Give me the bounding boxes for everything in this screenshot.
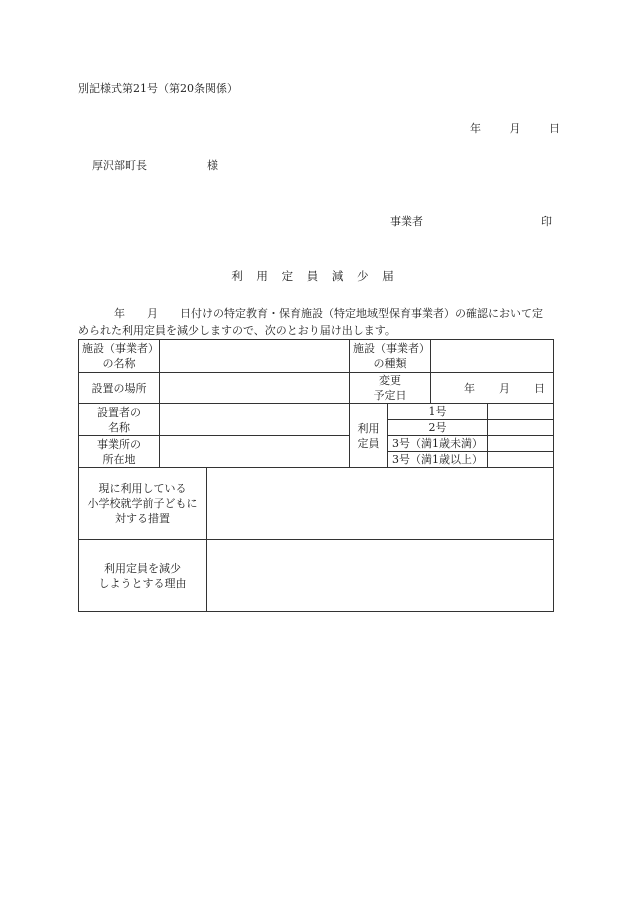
intro-line1: 日付けの特定教育・保育施設（特定地域型保育事業者）の確認において定 xyxy=(180,307,543,320)
document-title: 利 用 定 員 減 少 届 xyxy=(231,269,399,283)
capacity-label-l1: 利用 xyxy=(357,421,380,435)
change-date-month: 月 xyxy=(499,381,510,395)
founder-label xyxy=(79,404,160,436)
change-date-label-l1: 変更 xyxy=(379,374,401,387)
office-label xyxy=(79,436,160,468)
honorific: 様 xyxy=(207,159,218,172)
capacity-cat3b-label: 3号（満1歳以上） xyxy=(388,452,488,468)
row-office-a xyxy=(79,436,554,452)
reason-label-l2: しようとする理由 xyxy=(98,576,187,590)
capacity-cat2-label: 2号 xyxy=(388,420,488,436)
capacity-cat3a-label: 3号（満1歳未満） xyxy=(388,436,488,452)
founder-label-l1: 設置者の xyxy=(97,405,141,419)
submission-date xyxy=(470,120,560,136)
seal-mark: 印 xyxy=(541,215,552,228)
facility-type-label-l2: の種類 xyxy=(373,357,407,370)
facility-name-field[interactable] xyxy=(160,340,350,373)
change-date-label-l2: 予定日 xyxy=(373,389,407,402)
measures-label xyxy=(79,468,207,540)
measures-label-l1: 現に利用している xyxy=(98,482,187,495)
capacity-label xyxy=(350,404,388,468)
capacity-cat1-label: 1号 xyxy=(388,404,488,420)
capacity-cat1-field[interactable] xyxy=(488,404,554,420)
intro-paragraph xyxy=(78,305,554,339)
change-date-field[interactable] xyxy=(431,373,554,404)
founder-label-l2: 名称 xyxy=(108,420,130,434)
row-reason xyxy=(79,540,554,612)
location-label: 設置の場所 xyxy=(79,373,160,404)
measures-field[interactable] xyxy=(207,468,554,540)
facility-type-field[interactable] xyxy=(431,340,554,373)
capacity-label-l2: 定員 xyxy=(357,436,380,450)
reason-label-l1: 利用定員を減少 xyxy=(104,561,181,575)
facility-type-label xyxy=(350,340,431,373)
row-facility xyxy=(79,340,554,373)
reason-field[interactable] xyxy=(207,540,554,612)
reason-label xyxy=(79,540,207,612)
row-founder-a xyxy=(79,404,554,420)
location-field[interactable] xyxy=(160,373,350,404)
row-location xyxy=(79,373,554,404)
date-month-label: 月 xyxy=(509,122,521,135)
intro-line2: められた利用定員を減少しますので、次のとおり届け出します。 xyxy=(78,324,396,337)
facility-name-label xyxy=(79,340,160,373)
date-year-label: 年 xyxy=(470,122,481,135)
office-label-l2: 所在地 xyxy=(102,452,136,466)
facility-name-label-l1: 施設（事業者） xyxy=(82,342,159,355)
facility-name-label-l2: の名称 xyxy=(102,357,136,370)
form-id: 別記様式第21号（第20条関係） xyxy=(78,82,238,95)
addressee: 厚沢部町長 xyxy=(92,159,147,172)
capacity-cat2-field[interactable] xyxy=(488,420,554,436)
intro-month: 月 xyxy=(147,307,158,320)
facility-type-label-l1: 施設（事業者） xyxy=(353,342,430,355)
notification-form-table xyxy=(78,339,554,612)
capacity-cat3b-field[interactable] xyxy=(488,452,554,468)
change-date-day: 日 xyxy=(534,381,545,395)
measures-label-l3: 対する措置 xyxy=(115,512,170,525)
founder-field[interactable] xyxy=(160,404,350,436)
date-day-label: 日 xyxy=(549,122,560,135)
office-field[interactable] xyxy=(160,436,350,468)
office-label-l1: 事業所の xyxy=(97,437,141,451)
intro-year: 年 xyxy=(114,307,125,320)
measures-label-l2: 小学校就学前子どもに xyxy=(87,497,198,510)
operator-label: 事業者 xyxy=(390,215,423,228)
change-date-label xyxy=(350,373,431,404)
capacity-cat3a-field[interactable] xyxy=(488,436,554,452)
row-measures xyxy=(79,468,554,540)
change-date-year: 年 xyxy=(464,381,475,395)
